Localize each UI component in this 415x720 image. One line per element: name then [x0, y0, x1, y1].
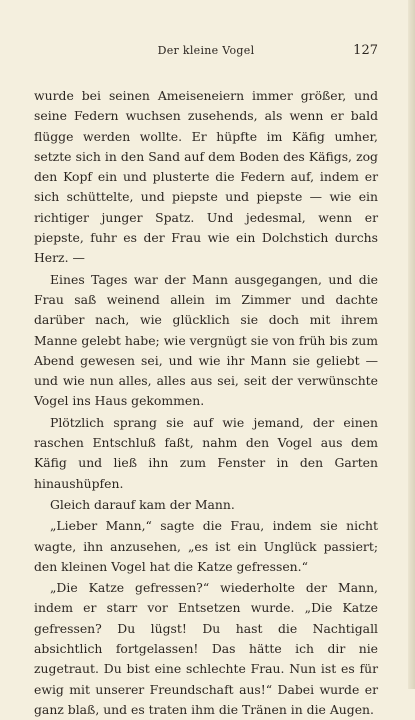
paragraph-4: Gleich darauf kam der Mann. [50, 496, 235, 512]
page-number: 127 [353, 43, 378, 58]
paragraph-2: Eines Tages war der Mann ausgegangen, und die Frau saß weinend allein im Zimmer und dachte darüber nach, wie glücklich sie doch mit ihrem Manne gelebt habe; wie vergnügt sie von früh bis zum Abend gewesen sei, und wie ihr Mann sie geliebt — und wie nun alles, alles aus sei, seit der verwünschte Vogel ins Haus gekommen. [34, 271, 378, 409]
running-head: Der kleine Vogel [157, 44, 255, 57]
paragraph-1: wurde bei seinen Ameiseneiern immer größer, und seine Federn wuchsen zusehends, als wenn er bald flügge werden wollte. Er hüpfte im Käfig umher, setzte sich in den Sand auf dem Boden des Käfigs, zog den Kopf ein und plusterte die Federn auf, indem er sich schüttelte, und piepste und piepste — wie ein richtiger junger Spatz. Und jedesmal, wenn er piepste, fuhr es der Frau wie ein Dolchstich durchs Herz. — [34, 88, 378, 266]
paragraph-3: Plötzlich sprang sie auf wie jemand, der einen raschen Entschluß faßt, nahm den Vogel aus dem Käfig und ließ ihn zum Fenster in den Garten hinaushüpfen. [34, 414, 378, 491]
paragraph-5: „Lieber Mann,“ sagte die Frau, indem sie nicht wagte, ihn anzusehen, „es ist ein Unglück passiert; den kleinen Vogel hat die Katze gefressen.“ [34, 518, 378, 574]
book-page [34, 44, 378, 720]
paragraph-6: „Die Katze gefressen?“ wiederholte der Mann, indem er starr vor Entsetzen wurde. „Die Katze gefressen? Du lügst! Du hast die Nachtigall absichtlich fortgelassen! Das hätte ich dir nie zugetraut. Du bist eine schlechte Frau. Nun ist es für ewig mit unserer Freundschaft aus!“ Dabei wurde er ganz blaß, und es traten ihm die Tränen in die Augen. [34, 580, 378, 717]
page-body [34, 86, 378, 720]
page-edge-shadow [408, 0, 415, 689]
page-header [34, 44, 378, 64]
